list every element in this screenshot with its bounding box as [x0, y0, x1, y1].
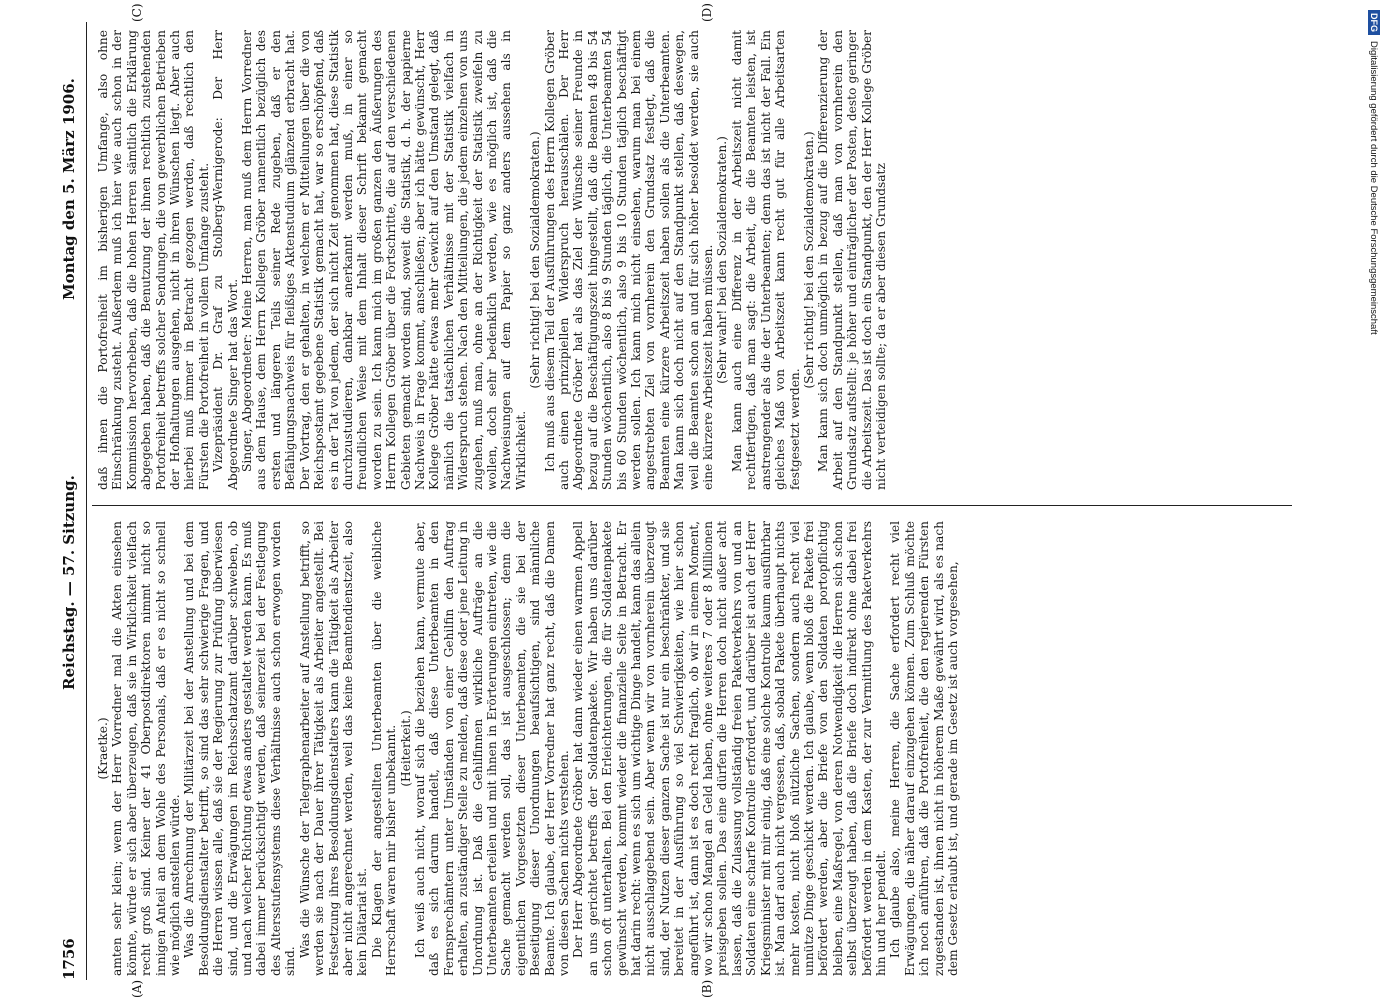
paragraph: Was die Wünsche der Telegraphenarbeiter auf Anstellung betrifft, so werden sie nach der Dauer ihrer Tätigkeit als Arbeiter angestellt. Bei Festsetzung ihres Besoldungsdienstalters kann die Tätigkeit als Arbeiter aber nicht angerechnet werden, weil das keine Beamtendienstzeit, also kein Diätariat ist. [297, 521, 370, 976]
digitization-footer [1340, 10, 1380, 990]
column-divider [92, 505, 1292, 506]
paragraph: daß ihnen die Portofreiheit im bisherigen Umfange, also ohne Einschränkung zusteht. Außerdem muß ich hier wie auch schon in der Kommission hervorheben, daß die hohen Herren sämtlich die Erklärung abgegeben haben, daß die Benutzung der ihnen rechtlich zustehenden Portofreiheit betreffs solcher Sendungen, die von gewerblichen Betrieben der Hofhaltungen ausgehen, nicht in ihren Wünschen liegt. Aber auch hierbei muß immer in Betracht gezogen werden, daß rechtlich den Fürsten die Portofreiheit in vollem Umfange zusteht. [96, 30, 211, 490]
interjection: (Sehr richtig! bei den Sozialdemokraten.) [801, 131, 816, 389]
dfg-logo: DFG [1368, 10, 1380, 35]
page-number: 1756 [60, 938, 78, 980]
paragraph: Ich weiß auch nicht, worauf sich die beziehen kann, vermute aber, daß es sich darum handelt, daß diese Unterbeamten in den Fernsprechämtern unter Umständen von einer Gehilfin den Auftrag erhalten, an zuständiger Stelle zu melden, daß diese oder jene Leitung in Unordnung ist. Daß die Gehilfinnen wirkliche Aufträge an die Unterbeamten erteilen und mit ihnen in Erörterungen eintreten, wie die Sache gemacht werden soll, das ist ausgeschlossen; denn die eigentlichen Vorgesetzten dieser Unterbeamten, die sie bei der Beseitigung dieser Unordnungen beaufsichtigen, sind männliche Beamte. Ich glaube, der Herr Vorredner hat ganz recht, daß die Damen von diesen Sachen nichts verstehen. [412, 520, 571, 976]
margin-letter-a: (A) [130, 979, 144, 998]
paragraph: Ich glaube also, meine Herren, die Sache erfordert recht viel Erwägungen, die näher darauf einzugehen können. Zum Schluß möchte ich noch anführen, daß die Portofreiheit, die den regierenden Fürsten zugestanden ist, ihnen nicht in höherem Maße gewährt wird, als es nach dem Gesetz erlaubt ist, und gerade im Gesetz ist auch vorgesehen, [888, 521, 960, 976]
paragraph: Was die Anrechnung der Militärzeit bei der Anstellung und bei dem Besoldungsdienstalter betrifft, so sind das sehr schwierige Fragen, und die Herren wissen alle, daß sie der Regierung zur Prüfung überwiesen sind, und die Erwägungen im Reichsschatzamt darüber schweben, ob und nach welcher Richtung etwas anders gestaltet werden kann. Es muß dabei immer berücksichtigt werden, daß seinerzeit bei der Festlegung des Altersstufensystems diese Verhältnisse auch schon erwogen worden sind. [182, 521, 298, 976]
speaker-tag: (Kraetke.) [96, 717, 110, 780]
margin-letter-b: (B) [700, 979, 714, 998]
interjection: (Heiterkeit.) [398, 710, 413, 787]
margin-letter-c: (C) [130, 3, 144, 22]
session-title: Reichstag. — 57. Sitzung. [60, 475, 78, 690]
right-column [96, 30, 888, 490]
interjection: (Sehr richtig! bei den Sozialdemokraten.) [528, 131, 543, 389]
margin-letter-d: (D) [700, 3, 714, 22]
session-date: Montag den 5. März 1906. [60, 78, 78, 300]
paragraph: Der Herr Abgeordnete Gröber hat dann wieder einen warmen Appell an uns gerichtet betreffs der Soldatenpakete. Wir haben uns darüber schon oft unterhalten. Bei den Erleichterungen, die für Soldatenpakete gewünscht werden, kommt wieder die finanzielle Seite in Betracht. Er hat darin recht: wenn es sich um wichtige Dinge handelt, kann das allein nicht ausschlaggebend sein. Aber wenn wir von vornherein überzeugt sind, der Nutzen dieser ganzen Sache ist nur ein beschränkter, und sie bereitet in der Ausführung so viel Schwierigkeiten, wie hier schon angeführt ist, dann ist es doch recht fraglich, ob wir in einem Moment, wo wir schon Mangel an Geld haben, ohne weiteres 7 oder 8 Millionen preisgeben sollen. Das eine dürfen die Herren doch nicht außer acht lassen, daß die Zulassung vollständig freien Paketverkehrs von und an Soldaten eine scharfe Kontrolle erfordert, und darüber ist auch der Herr Kriegsminister mit mir einig, daß eine solche Kontrolle kaum ausführbar ist. Man darf auch nicht vergessen, daß, sobald Pakete überhaupt nichts mehr kosten, nicht bloß nützliche Sachen, sondern auch recht viel unnütze Dinge geschickt werden. Ich glaube, wenn bloß die Pakete frei befördert werden, aber die Briefe von den Soldaten portopflichtig bleiben, eine Maßregel, von deren Notwendigkeit die Herren sich schon selbst überzeugt haben, daß die Briefe doch indirekt ohne dabei frei befördert werden in dem Kasten, der zur Vermittlung des Paketverkehrs hin und her pendelt. [571, 521, 888, 976]
paragraph: Singer, Abgeordneter: Meine Herren, man muß dem Herrn Vorredner aus dem Hause, dem Herrn Kollegen Gröber namentlich bezüglich des ersten und längeren Teils seiner Rede zugeben, daß er den Befähigungsnachweis für fleißiges Aktenstudium glänzend erbracht hat. Der Vortrag, den er gehalten, in welchem er Mitteilungen über die von Reichspostamt gegebene Statistik gemacht hat, war so erschöpfend, daß es in der Tat von jedem, der sich nicht Zeit genommen hat, diese Statistik durchzustudieren, dankbar anerkannt werden muß, in einer so freundlichen Weise mit dem Inhalt dieser Schrift bekannt gemacht worden zu sein. Ich kann mich im großen ganzen den Äußerungen des Herrn Kollegen Gröber über die Fortschritte, die auf den verschiedenen Gebieten gemacht worden sind, soweit die Statistik, d. h. der papierne Nachweis in Frage kommt, anschließen; aber ich hätte gewünscht, Herr Kollege Gröber hätte etwas mehr Gewicht auf den Umstand gelegt, daß nämlich die tatsächlichen Verhältnisse mit der Statistik vielfach in Widerspruch stehen. Nach den Mitteilungen, die jedem einzelnen von uns zugehen, muß man, ohne an der Richtigkeit der Statistik zweifeln zu wollen, doch sehr bedenklich werden, wie es möglich ist, daß die Nachweisungen auf dem Papier so ganz anders aussehen als in Wirklichkeit. [240, 30, 528, 490]
paragraph: Die Klagen der angestellten Unterbeamten über die weibliche Herrschaft waren mir bisher unbekannt. [369, 521, 399, 976]
page-header [56, 22, 86, 980]
paragraph: Man kann sich doch unmöglich in bezug auf die Differenzierung der Arbeit auf den Standpunkt stellen, daß man von vornherein den Grundsatz aufstellt: je höher und einträglicher der Posten, desto geringer die Arbeitszeit. Das ist doch ein Standpunkt, den der Herr Kollege Gröber nicht verteidigen sollte; da er aber diesen Grundsatz [816, 30, 888, 490]
digitization-credit: Digitalisierung gefördert durch die Deutsche Forschungsgemeinschaft [1368, 41, 1379, 335]
paragraph: Ich muß aus diesem Teil der Ausführungen des Herrn Kollegen Gröber auch einen prinzipiellen Widerspruch herausschälen. Der Herr Abgeordnete Gröber hat als das Ziel der Wünsche seiner Freunde in bezug auf die Beschäftigungszeit hingestellt, daß die Beamten 48 bis 54 Stunden wöchentlich, also 8 bis 9 Stunden täglich, die Unterbeamten 54 bis 60 Stunden wöchentlich, also 9 bis 10 Stunden täglich beschäftigt werden sollen. Ich kann mich nicht einsehen, warum man bei einem angestrebten Ziel von vornherein den Grundsatz festlegt, daß die Beamten eine kürzere Arbeitszeit haben sollen als die Unterbeamten. Man kann sich doch nicht auf den Standpunkt stellen, daß deswegen, weil die Beamten schon an und für sich höher besoldet werden, sie auch eine kürzere Arbeitszeit haben müssen. [542, 30, 716, 490]
header-rule [86, 22, 87, 980]
paragraph: Vizepräsident Dr. Graf zu Stolberg-Wernigerode: Der Herr Abgeordnete Singer hat das Wort. [211, 30, 240, 490]
left-column [96, 521, 960, 976]
paragraph: amten sehr klein; wenn der Herr Vorredner mal die Akten einsehen könnte, würde er sich aber überzeugen, daß sie in Wirklichkeit vielfach recht groß sind. Keiner der 41 Oberpostdirektoren nimmt nicht so innigen Anteil an dem Wohle des Personals, daß er es nicht so schnell wie möglich anstellen würde. [110, 521, 183, 976]
paragraph: Man kann auch eine Differenz in der Arbeitszeit nicht damit rechtfertigen, daß man sagt: die Arbeit, die die Beamten leisten, ist anstrengender als die der Unterbeamten; denn das ist nicht der Fall. Ein gleiches Maß von Arbeitszeit kann recht gut für alle Arbeitsarten festgesetzt werden. [729, 30, 802, 490]
interjection: (Sehr wahr! bei den Sozialdemokraten.) [715, 136, 730, 384]
